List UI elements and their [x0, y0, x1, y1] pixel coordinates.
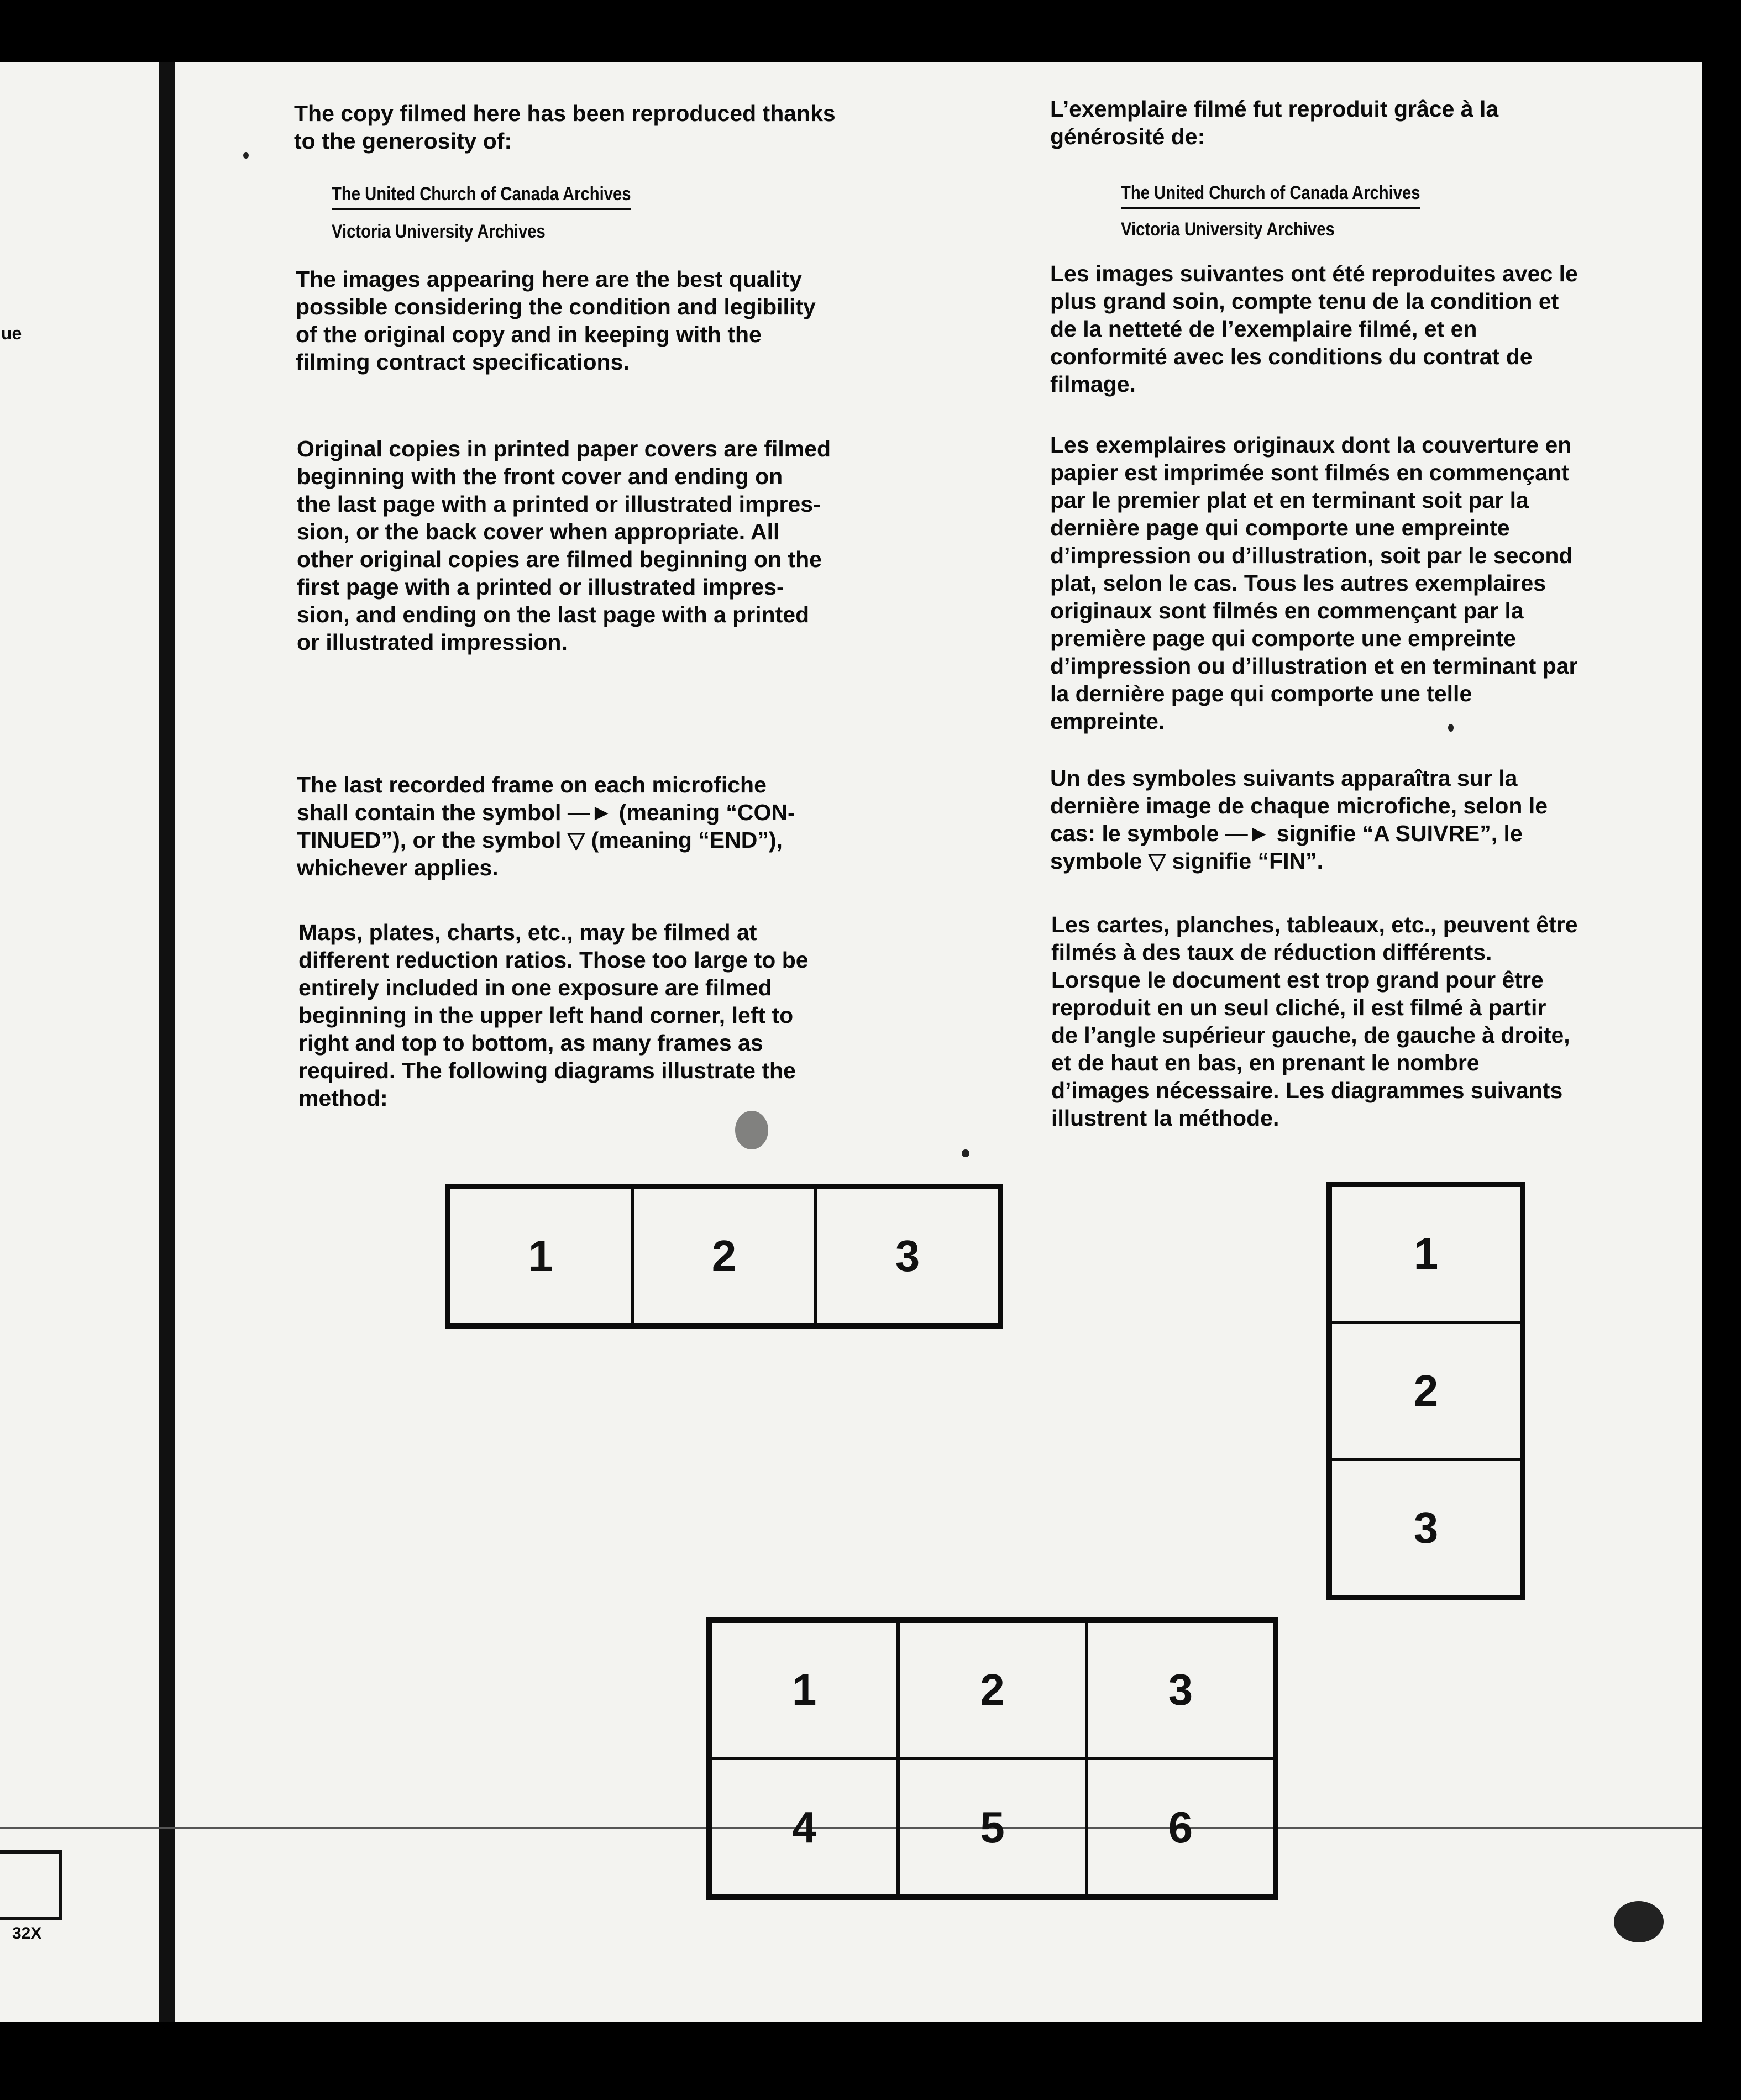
text-line: right and top to bottom, as many frames as — [298, 1030, 763, 1056]
text-line: première page qui comporte une empreinte — [1050, 626, 1516, 651]
text-line: d’impression ou d’illustration, soit par le second — [1050, 543, 1573, 568]
french-paragraph-3 — [1050, 764, 1548, 875]
french-intro — [1050, 95, 1498, 150]
text-line: sion, or the back cover when appropriate. All — [297, 519, 780, 544]
text-line: conformité avec les conditions du contrat de — [1050, 344, 1533, 369]
text-line: sion, and ending on the last page with a printed — [297, 602, 810, 627]
text-line: the last page with a printed or illustrated impres- — [297, 491, 821, 517]
english-paragraph-3 — [297, 771, 795, 881]
frame-cell: 2 — [632, 1188, 816, 1325]
frame-cell: 1 — [449, 1188, 632, 1325]
frame-cell: 3 — [1330, 1460, 1522, 1597]
scan-speck — [243, 152, 249, 159]
reduction-label: 32X — [12, 1924, 42, 1943]
frame-cell: 6 — [1087, 1758, 1275, 1896]
text-line: Les exemplaires originaux dont la couverture en — [1050, 432, 1572, 458]
french-paragraph-4 — [1051, 911, 1578, 1132]
text-line: TINUED”), or the symbol ▽ (meaning “END”), — [297, 827, 783, 853]
text-line: or illustrated impression. — [297, 629, 568, 655]
diagram-column — [1326, 1182, 1525, 1600]
text-line: possible considering the condition and legibility — [296, 294, 816, 319]
text-line: The images appearing here are the best quality — [296, 266, 802, 292]
text-line: filmage. — [1050, 371, 1136, 397]
text-line: Les images suivantes ont été reproduites avec le — [1050, 261, 1578, 286]
scan-speck — [1614, 1901, 1664, 1943]
margin-text-fragment: ue — [1, 323, 22, 343]
text-line: other original copies are filmed beginning on the — [297, 547, 822, 572]
text-line: whichever applies. — [297, 855, 499, 880]
text-line: illustrent la méthode. — [1051, 1105, 1279, 1131]
text-line: plat, selon le cas. Tous les autres exemplaires — [1050, 570, 1546, 596]
text-line: The copy filmed here has been reproduced thanks — [294, 101, 836, 126]
text-line: empreinte. — [1050, 708, 1165, 734]
text-line: of the original copy and in keeping with the — [296, 322, 762, 347]
text-line: Original copies in printed paper covers are filmed — [297, 436, 831, 461]
text-line: L’exemplaire filmé fut reproduit grâce à la — [1050, 96, 1499, 122]
text-line: et de haut en bas, en prenant le nombre — [1051, 1050, 1480, 1075]
diagram-grid — [706, 1617, 1278, 1900]
text-line: reproduit en un seul cliché, il est filmé à partir — [1051, 995, 1546, 1020]
english-paragraph-4 — [298, 918, 809, 1112]
diagram-row — [445, 1184, 1003, 1329]
english-paragraph-1 — [296, 265, 816, 376]
text-line: required. The following diagrams illustrate the — [298, 1058, 796, 1083]
text-line: beginning in the upper left hand corner, left to — [298, 1002, 794, 1028]
text-line: method: — [298, 1085, 388, 1111]
frame-cell: 3 — [1087, 1621, 1275, 1758]
text-line: first page with a printed or illustrated impres- — [297, 574, 784, 600]
text-line: d’images nécessaire. Les diagrammes suivants — [1051, 1078, 1563, 1103]
right-border — [1702, 62, 1741, 2022]
page-fold-shadow — [159, 62, 175, 2022]
text-line: filming contract specifications. — [296, 349, 630, 375]
text-line: beginning with the front cover and ending on — [297, 464, 783, 489]
text-line: Maps, plates, charts, etc., may be filmed at — [298, 920, 757, 945]
text-line: originaux sont filmés en commençant par la — [1050, 598, 1524, 623]
french-institution-1: The United Church of Canada Archives — [1121, 181, 1420, 209]
text-line: filmés à des taux de réduction différents. — [1051, 939, 1492, 965]
text-line: de l’angle supérieur gauche, de gauche à droite, — [1051, 1022, 1570, 1048]
text-line: to the generosity of: — [294, 128, 512, 154]
text-line: Les cartes, planches, tableaux, etc., peuvent être — [1051, 912, 1578, 937]
text-line: par le premier plat et en terminant soit par la — [1050, 487, 1529, 513]
text-line: cas: le symbole —► signifie “A SUIVRE”, le — [1050, 821, 1523, 846]
english-institution-2: Victoria University Archives — [332, 221, 546, 242]
text-line: la dernière page qui comporte une telle — [1050, 681, 1472, 706]
text-line: shall contain the symbol —► (meaning “CON- — [297, 800, 795, 825]
frame-cell: 2 — [898, 1621, 1086, 1758]
text-line: symbole ▽ signifie “FIN”. — [1050, 848, 1324, 874]
english-institution-1: The United Church of Canada Archives — [332, 182, 631, 210]
text-line: different reduction ratios. Those too large to be — [298, 947, 809, 973]
text-line: Lorsque le document est trop grand pour être — [1051, 967, 1544, 993]
scan-speck — [1448, 724, 1454, 732]
french-paragraph-2 — [1050, 431, 1578, 735]
english-intro — [294, 99, 836, 155]
text-line: d’impression ou d’illustration et en terminant par — [1050, 653, 1578, 679]
text-line: plus grand soin, compte tenu de la condition et — [1050, 288, 1559, 314]
reduction-box — [0, 1850, 62, 1920]
french-paragraph-1 — [1050, 260, 1578, 398]
frame-cell: 2 — [1330, 1322, 1522, 1460]
text-line: dernière image de chaque microfiche, selon le — [1050, 793, 1548, 818]
french-institution-2: Victoria University Archives — [1121, 219, 1335, 240]
frame-cell: 4 — [710, 1758, 898, 1896]
text-line: Un des symboles suivants apparaîtra sur la — [1050, 765, 1518, 791]
frame-cell: 1 — [710, 1621, 898, 1758]
frame-cell: 1 — [1330, 1185, 1522, 1322]
frame-cell: 3 — [816, 1188, 999, 1325]
text-line: entirely included in one exposure are filmed — [298, 975, 772, 1000]
scan-speck — [962, 1149, 969, 1157]
frame-cell: 5 — [898, 1758, 1086, 1896]
bottom-border — [0, 2022, 1741, 2100]
text-line: dernière page qui comporte une empreinte — [1050, 515, 1510, 540]
scan-speck — [735, 1111, 768, 1149]
text-line: The last recorded frame on each microfiche — [297, 772, 767, 797]
text-line: de la netteté de l’exemplaire filmé, et en — [1050, 316, 1477, 342]
text-line: papier est imprimée sont filmés en commençant — [1050, 460, 1569, 485]
text-line: générosité de: — [1050, 124, 1205, 149]
english-paragraph-2 — [297, 435, 831, 656]
